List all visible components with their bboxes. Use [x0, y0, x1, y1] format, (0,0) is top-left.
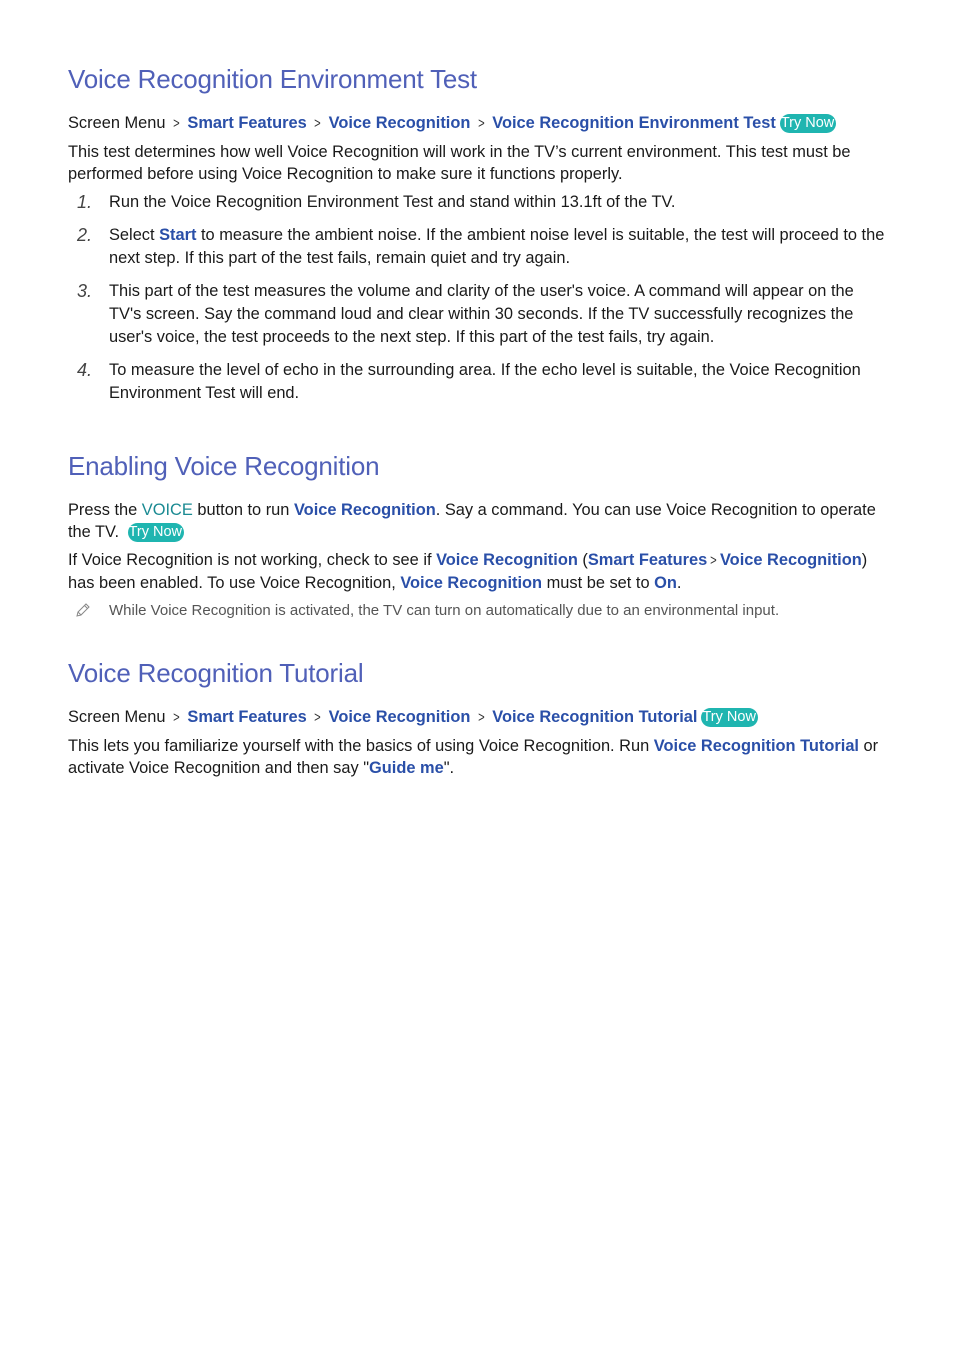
note	[68, 600, 888, 622]
step-number: 2.	[77, 225, 93, 245]
list-item	[68, 280, 888, 349]
voice-recognition-link[interactable]: Voice Recognition	[293, 501, 436, 519]
text: button to run	[192, 501, 294, 519]
chevron-right-icon: >	[314, 115, 321, 132]
text: or activate Voice Recognition and then say "	[68, 737, 879, 777]
text: must be set to	[542, 574, 655, 592]
breadcrumb-item-voice-recognition[interactable]: Voice Recognition	[328, 114, 471, 132]
voice-key-label: VOICE	[141, 501, 193, 519]
paragraph-press-voice	[68, 499, 888, 543]
start-link[interactable]: Start	[159, 226, 197, 244]
voice-recognition-link[interactable]: Voice Recognition	[400, 574, 543, 592]
voice-recognition-tutorial-link[interactable]: Voice Recognition Tutorial	[653, 737, 859, 755]
intro-paragraph: This test determines how well Voice Recognition will work in the TV’s current environment. This test must be performed before using Voice Recognition to make sure it functions properly.	[68, 143, 851, 183]
list-item	[68, 191, 888, 214]
step-number: 4.	[77, 360, 93, 380]
chevron-right-icon: >	[314, 709, 321, 726]
chevron-right-icon: >	[173, 115, 180, 132]
steps-list	[68, 191, 888, 405]
pencil-icon	[74, 601, 92, 619]
step-text: Run the Voice Recognition Environment Test and stand within 13.1ft of the TV.	[109, 193, 676, 211]
paragraph-troubleshoot	[68, 549, 888, 594]
step-number: 1.	[77, 192, 93, 212]
note-text: While Voice Recognition is activated, the TV can turn on automatically due to an environmental input.	[109, 602, 780, 619]
list-item	[68, 224, 888, 270]
try-now-button[interactable]: Try Now	[702, 709, 756, 725]
breadcrumb-root: Screen Menu	[68, 708, 166, 726]
step-text: Select	[109, 226, 160, 244]
text: This lets you familiarize yourself with the basics of using Voice Recognition. Run	[68, 737, 654, 755]
chevron-right-icon: >	[173, 709, 180, 726]
try-now-button[interactable]: Try Now	[128, 524, 183, 540]
chevron-right-icon: >	[478, 709, 485, 726]
breadcrumb-item-voice-recognition[interactable]: Voice Recognition	[328, 708, 471, 726]
breadcrumb-item-smart-features[interactable]: Smart Features	[187, 114, 307, 132]
section-title-tutorial: Voice Recognition Tutorial	[68, 658, 364, 688]
text: . Say a command. You can use Voice Recognition to operate the TV.	[68, 501, 876, 541]
text: (	[577, 551, 588, 569]
text: .	[676, 574, 682, 592]
on-setting-link[interactable]: On	[654, 574, 677, 592]
step-text: This part of the test measures the volume and clarity of the user's voice. A command will appear on the TV's screen. Say the command loud and clear within 30 seconds. If the TV successfully recognizes the user's voice, the test proceeds to the next step. If this part of the test fails, try again.	[109, 282, 854, 346]
smart-features-link[interactable]: Smart Features	[587, 551, 708, 569]
try-now-button[interactable]: Try Now	[780, 115, 835, 131]
section-title-environment-test: Voice Recognition Environment Test	[68, 64, 477, 94]
chevron-right-icon: >	[478, 115, 485, 132]
voice-recognition-link[interactable]: Voice Recognition	[719, 551, 862, 569]
manual-page	[68, 62, 888, 785]
breadcrumb-item-smart-features[interactable]: Smart Features	[187, 708, 307, 726]
chevron-right-icon: >	[710, 552, 717, 569]
breadcrumb	[68, 706, 888, 729]
text: If Voice Recognition is not working, check to see if	[68, 551, 437, 569]
text: ".	[443, 759, 455, 777]
step-number: 3.	[77, 281, 93, 301]
breadcrumb-item-tutorial[interactable]: Voice Recognition Tutorial	[492, 708, 698, 726]
step-text: To measure the level of echo in the surrounding area. If the echo level is suitable, the Voice Recognition Environment Test will end.	[109, 361, 861, 402]
section-title-enabling-voice-recognition: Enabling Voice Recognition	[68, 451, 380, 481]
voice-recognition-link[interactable]: Voice Recognition	[436, 551, 578, 569]
text: Press the	[68, 501, 142, 519]
step-text: to measure the ambient noise. If the ambient noise level is suitable, the test will proceed to the next step. If this part of the test fails, remain quiet and try again.	[109, 226, 885, 267]
breadcrumb-item-environment-test[interactable]: Voice Recognition Environment Test	[492, 114, 776, 132]
breadcrumb	[68, 112, 888, 135]
list-item	[68, 359, 888, 405]
guide-me-link[interactable]: Guide me	[369, 759, 444, 777]
paragraph-tutorial	[68, 735, 888, 779]
breadcrumb-root: Screen Menu	[68, 114, 166, 132]
text: ) has been enabled. To use Voice Recognition,	[68, 551, 868, 592]
